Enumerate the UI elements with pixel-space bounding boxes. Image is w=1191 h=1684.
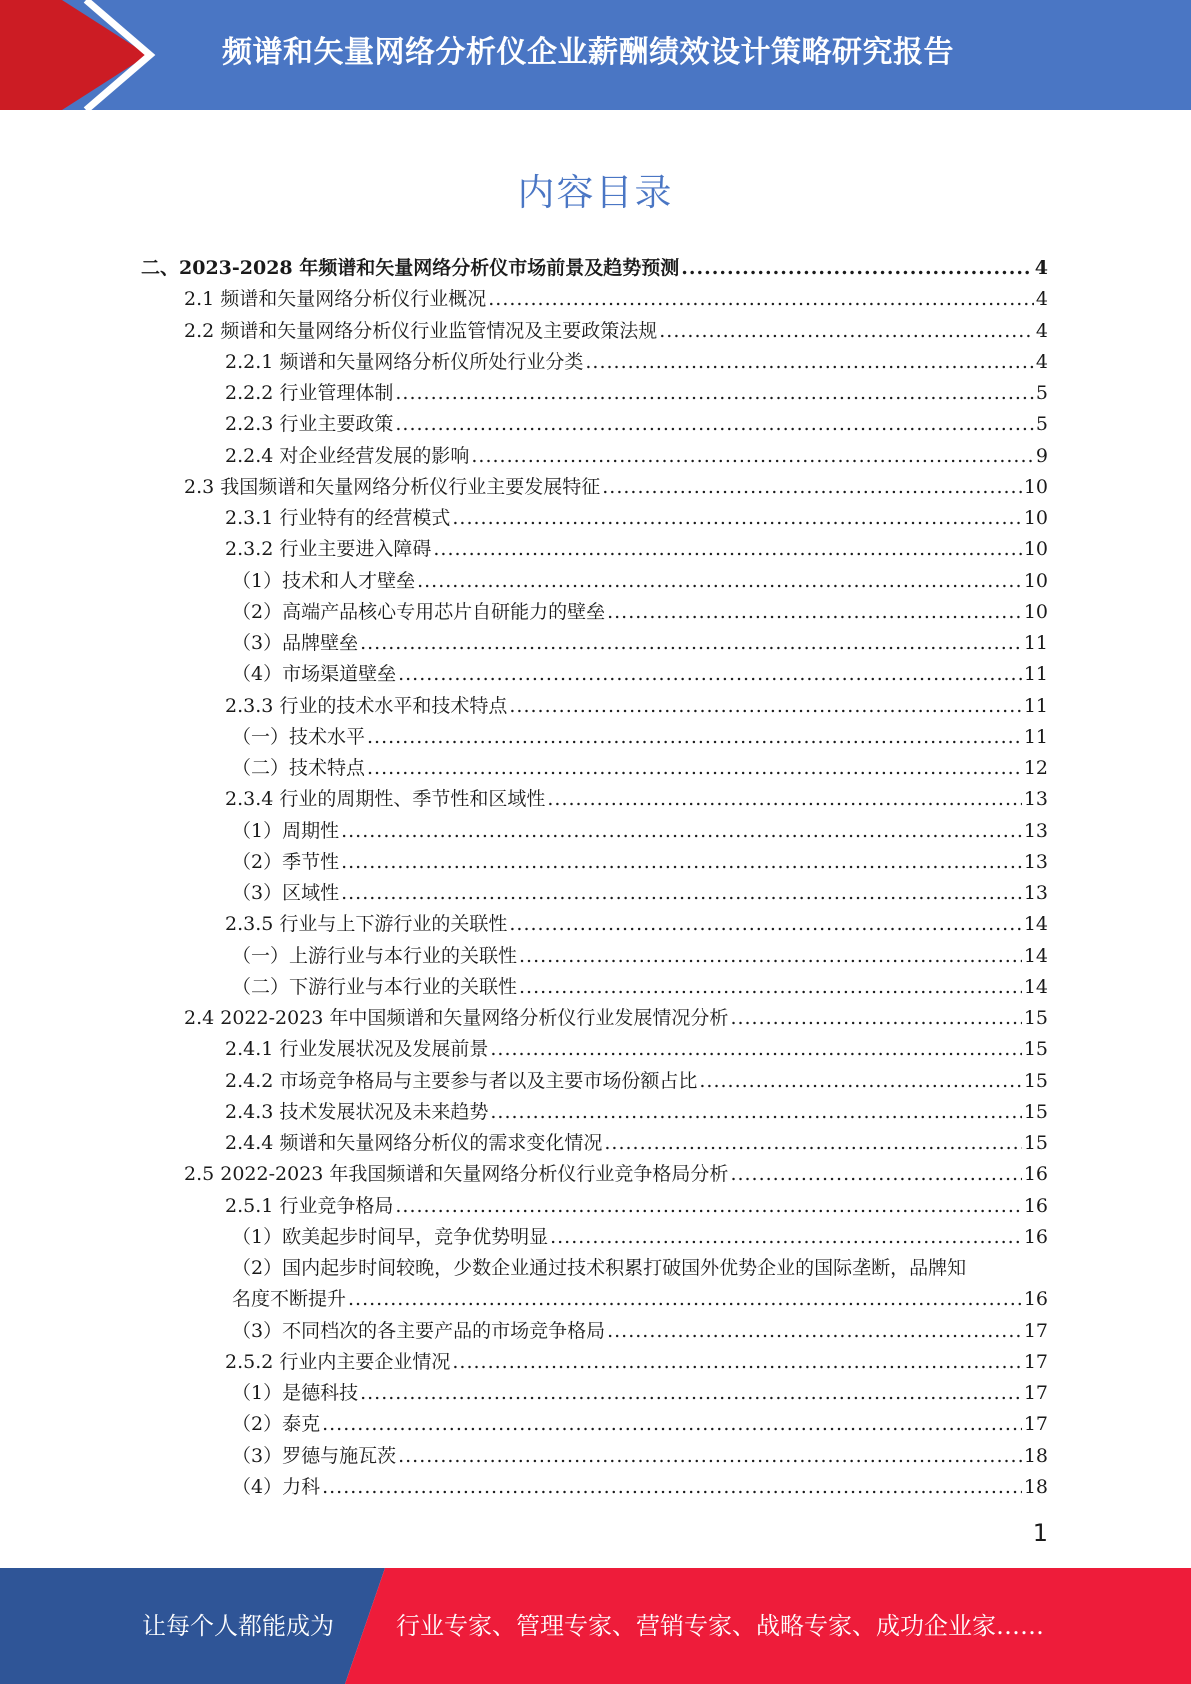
toc-entry-label: （2）泰克 xyxy=(232,1413,321,1436)
toc-page-number: 11 xyxy=(1023,725,1048,748)
toc-entry[interactable] xyxy=(0,409,1191,440)
toc-dot-leader xyxy=(367,722,1022,753)
toc-page-number: 16 xyxy=(1023,1225,1048,1248)
toc-entry[interactable] xyxy=(0,878,1191,909)
toc-page-number: 18 xyxy=(1023,1444,1048,1467)
toc-entry[interactable] xyxy=(0,722,1191,753)
toc-entry[interactable] xyxy=(0,1159,1191,1190)
toc-page-number: 15 xyxy=(1023,1007,1048,1029)
toc-dot-leader xyxy=(360,628,1022,659)
toc-entry-label: （一）技术水平 xyxy=(232,725,366,748)
toc-dot-leader xyxy=(607,1316,1022,1347)
toc-entry[interactable] xyxy=(0,1409,1191,1440)
toc-dot-leader xyxy=(452,503,1021,534)
toc-page-number: 10 xyxy=(1023,507,1048,529)
toc-entry[interactable] xyxy=(0,847,1191,878)
toc-entry[interactable] xyxy=(0,691,1191,722)
toc-entry[interactable] xyxy=(0,1316,1191,1347)
footer-slogan-left: 让每个人都能成为 xyxy=(142,1612,334,1640)
toc-page-number: 10 xyxy=(1023,538,1048,561)
toc-entry-label: （二）下游行业与本行业的关联性 xyxy=(232,975,518,998)
toc-page-number: 17 xyxy=(1023,1382,1048,1404)
toc-entry[interactable] xyxy=(0,784,1191,815)
toc-dot-leader xyxy=(395,409,1034,440)
toc-dot-leader xyxy=(699,1066,1021,1097)
toc-dot-leader xyxy=(471,441,1034,472)
toc-entry[interactable] xyxy=(0,1034,1191,1065)
toc-entry-label: （1）技术和人才壁垒 xyxy=(232,569,416,592)
toc-dot-leader xyxy=(452,1347,1021,1378)
toc-entry[interactable] xyxy=(0,941,1191,972)
toc-page-number: 17 xyxy=(1023,1413,1048,1436)
toc-entry-label: （一）上游行业与本行业的关联性 xyxy=(232,944,518,967)
toc-dot-leader xyxy=(488,284,1034,315)
toc-page-number: 14 xyxy=(1023,975,1048,998)
toc-dot-leader xyxy=(322,1472,1022,1503)
toc-entry-label: 二、2023-2028 年频谱和矢量网络分析仪市场前景及趋势预测 xyxy=(141,257,680,279)
toc-entry-label: （3）区域性 xyxy=(232,882,340,904)
toc-entry[interactable] xyxy=(0,597,1191,628)
footer-banner xyxy=(0,1568,1191,1684)
toc-page-number: 17 xyxy=(1023,1319,1048,1342)
toc-entry-label: （1）欧美起步时间早，竞争优势明显 xyxy=(232,1225,549,1248)
toc-entry[interactable] xyxy=(0,1378,1191,1409)
toc-dot-leader xyxy=(602,472,1022,503)
toc-entry-label: 2.3 我国频谱和矢量网络分析仪行业主要发展特征 xyxy=(184,475,601,498)
toc-entry-label: （2）高端产品核心专用芯片自研能力的壁垒 xyxy=(232,600,606,623)
toc-dot-leader xyxy=(730,1159,1021,1190)
toc-entry-label: （1）周期性 xyxy=(232,819,340,842)
toc-entry-label: （2）国内起步时间较晚，少数企业通过技术积累打破国外优势企业的国际垄断，品牌知 xyxy=(232,1257,967,1279)
toc-dot-leader xyxy=(490,1034,1021,1065)
toc-entry-label: 2.5.1 行业竞争格局 xyxy=(225,1194,394,1217)
table-of-contents xyxy=(0,253,1191,1503)
toc-entry-label: （4）市场渠道壁垒 xyxy=(232,663,397,686)
toc-entry-label: 2.1 频谱和矢量网络分析仪行业概况 xyxy=(184,288,487,311)
toc-entry-label: 2.4.4 频谱和矢量网络分析仪的需求变化情况 xyxy=(225,1132,603,1154)
toc-page-number: 5 xyxy=(1035,413,1048,436)
toc-page-number: 16 xyxy=(1023,1163,1048,1186)
toc-entry-label: 2.2.4 对企业经营发展的影响 xyxy=(225,444,470,467)
toc-entry-label: （4）力科 xyxy=(232,1475,321,1498)
toc-dot-leader xyxy=(322,1409,1022,1440)
toc-entry-label: （二）技术特点 xyxy=(232,757,366,779)
toc-entry[interactable] xyxy=(0,753,1191,784)
toc-dot-leader xyxy=(519,941,1022,972)
toc-entry[interactable] xyxy=(0,378,1191,409)
toc-entry-label: 2.2.3 行业主要政策 xyxy=(225,413,394,436)
red-chevron-shape xyxy=(0,0,148,110)
toc-dot-leader xyxy=(585,347,1034,378)
toc-entry[interactable] xyxy=(0,1472,1191,1503)
toc-dot-leader xyxy=(395,378,1034,409)
toc-entry-label: 2.3.1 行业特有的经营模式 xyxy=(225,507,451,529)
toc-dot-leader xyxy=(395,1191,1021,1222)
toc-entry-label: （3）罗德与施瓦茨 xyxy=(232,1444,397,1467)
toc-page-number: 15 xyxy=(1023,1038,1048,1061)
toc-entry[interactable] xyxy=(0,1222,1191,1253)
report-title: 频谱和矢量网络分析仪企业薪酬绩效设计策略研究报告 xyxy=(222,35,954,70)
toc-dot-leader xyxy=(730,1003,1021,1034)
toc-page-number: 13 xyxy=(1023,850,1048,873)
toc-page-number: 11 xyxy=(1023,694,1048,717)
toc-entry[interactable] xyxy=(0,316,1191,347)
toc-entry[interactable] xyxy=(0,1253,1191,1316)
toc-page-number: 17 xyxy=(1023,1350,1048,1373)
toc-entry-label: 2.4.2 市场竞争格局与主要参与者以及主要市场份额占比 xyxy=(225,1069,698,1092)
toc-entry[interactable] xyxy=(0,347,1191,378)
toc-page-number: 18 xyxy=(1023,1475,1048,1498)
toc-dot-leader xyxy=(360,1378,1022,1409)
toc-dot-leader xyxy=(398,659,1022,690)
toc-page-number: 14 xyxy=(1023,913,1048,936)
toc-dot-leader xyxy=(509,691,1021,722)
toc-page-number: 10 xyxy=(1023,569,1048,592)
toc-entry[interactable] xyxy=(0,253,1191,284)
toc-entry[interactable] xyxy=(0,566,1191,597)
toc-entry-label: 2.4.1 行业发展状况及发展前景 xyxy=(225,1038,489,1061)
toc-entry-label-continued: 名度不断提升 xyxy=(232,1288,347,1311)
toc-page-number: 11 xyxy=(1023,632,1048,654)
toc-entry-label: （1）是德科技 xyxy=(232,1382,359,1404)
toc-entry-label: 2.4 2022-2023 年中国频谱和矢量网络分析仪行业发展情况分析 xyxy=(184,1007,729,1029)
toc-entry[interactable] xyxy=(0,503,1191,534)
toc-entry-label: （3）品牌壁垒 xyxy=(232,632,359,654)
toc-entry[interactable] xyxy=(0,628,1191,659)
toc-page-number: 5 xyxy=(1035,382,1048,404)
toc-dot-leader xyxy=(398,1441,1022,1472)
toc-dot-leader xyxy=(348,1284,1022,1315)
toc-entry[interactable] xyxy=(0,1128,1191,1159)
toc-page-number: 13 xyxy=(1023,788,1048,811)
toc-entry[interactable] xyxy=(0,1441,1191,1472)
toc-page-number: 10 xyxy=(1023,475,1048,498)
toc-page-number: 4 xyxy=(1035,350,1048,373)
toc-entry-label: 2.4.3 技术发展状况及未来趋势 xyxy=(225,1100,489,1123)
toc-page-number: 13 xyxy=(1023,819,1048,842)
toc-page-number: 15 xyxy=(1023,1069,1048,1092)
toc-heading: 内容目录 xyxy=(517,171,674,214)
toc-entry-label: 2.2 频谱和矢量网络分析仪行业监管情况及主要政策法规 xyxy=(184,319,658,342)
toc-entry-label: 2.3.3 行业的技术水平和技术特点 xyxy=(225,694,508,717)
toc-dot-leader xyxy=(550,1222,1022,1253)
toc-entry[interactable] xyxy=(0,909,1191,940)
toc-page-number: 9 xyxy=(1035,444,1048,467)
toc-dot-leader xyxy=(341,816,1022,847)
toc-page-number: 13 xyxy=(1023,882,1048,904)
toc-page-number: 15 xyxy=(1023,1132,1048,1154)
toc-entry[interactable] xyxy=(0,441,1191,472)
toc-entry[interactable] xyxy=(0,534,1191,565)
toc-entry[interactable] xyxy=(0,1191,1191,1222)
toc-dot-leader xyxy=(417,566,1022,597)
toc-dot-leader xyxy=(341,878,1022,909)
toc-page-number: 16 xyxy=(1023,1194,1048,1217)
toc-entry-label: 2.5.2 行业内主要企业情况 xyxy=(225,1350,451,1373)
toc-entry-label: （2）季节性 xyxy=(232,850,340,873)
toc-page-number: 16 xyxy=(1023,1288,1048,1311)
toc-entry-label: 2.3.4 行业的周期性、季节性和区域性 xyxy=(225,788,546,811)
toc-dot-leader xyxy=(659,316,1034,347)
toc-entry-label: 2.5 2022-2023 年我国频谱和矢量网络分析仪行业竞争格局分析 xyxy=(184,1163,729,1186)
toc-dot-leader xyxy=(341,847,1022,878)
toc-entry[interactable] xyxy=(0,1003,1191,1034)
header-banner xyxy=(0,0,1191,110)
toc-page-number: 10 xyxy=(1023,600,1048,623)
toc-page-number: 4 xyxy=(1035,319,1048,342)
toc-entry[interactable] xyxy=(0,472,1191,503)
toc-dot-leader xyxy=(604,1128,1021,1159)
toc-dot-leader xyxy=(607,597,1022,628)
toc-dot-leader xyxy=(519,972,1022,1003)
toc-page-number: 14 xyxy=(1023,944,1048,967)
toc-entry-label: （3）不同档次的各主要产品的市场竞争格局 xyxy=(232,1319,606,1342)
page-number: 1 xyxy=(1032,1519,1048,1547)
footer-slogan-right: 行业专家、管理专家、营销专家、战略专家、成功企业家…… xyxy=(396,1612,1044,1640)
toc-entry[interactable] xyxy=(0,972,1191,1003)
toc-entry[interactable] xyxy=(0,1347,1191,1378)
toc-page-number: 4 xyxy=(1034,257,1048,279)
toc-entry[interactable] xyxy=(0,659,1191,690)
toc-dot-leader xyxy=(509,909,1021,940)
toc-entry[interactable] xyxy=(0,1066,1191,1097)
toc-dot-leader xyxy=(490,1097,1021,1128)
toc-page-number: 15 xyxy=(1023,1100,1048,1123)
toc-dot-leader xyxy=(681,253,1033,284)
toc-page-number: 11 xyxy=(1023,663,1048,686)
toc-entry-label: 2.3.5 行业与上下游行业的关联性 xyxy=(225,913,508,936)
toc-dot-leader xyxy=(433,534,1021,565)
toc-entry[interactable] xyxy=(0,1097,1191,1128)
toc-page-number: 12 xyxy=(1023,757,1048,779)
toc-entry[interactable] xyxy=(0,816,1191,847)
toc-entry-label: 2.2.1 频谱和矢量网络分析仪所处行业分类 xyxy=(225,350,584,373)
toc-dot-leader xyxy=(547,784,1021,815)
toc-entry-label: 2.3.2 行业主要进入障碍 xyxy=(225,538,432,561)
toc-entry-label: 2.2.2 行业管理体制 xyxy=(225,382,394,404)
toc-dot-leader xyxy=(367,753,1022,784)
toc-entry[interactable] xyxy=(0,284,1191,315)
toc-page-number: 4 xyxy=(1035,288,1048,311)
